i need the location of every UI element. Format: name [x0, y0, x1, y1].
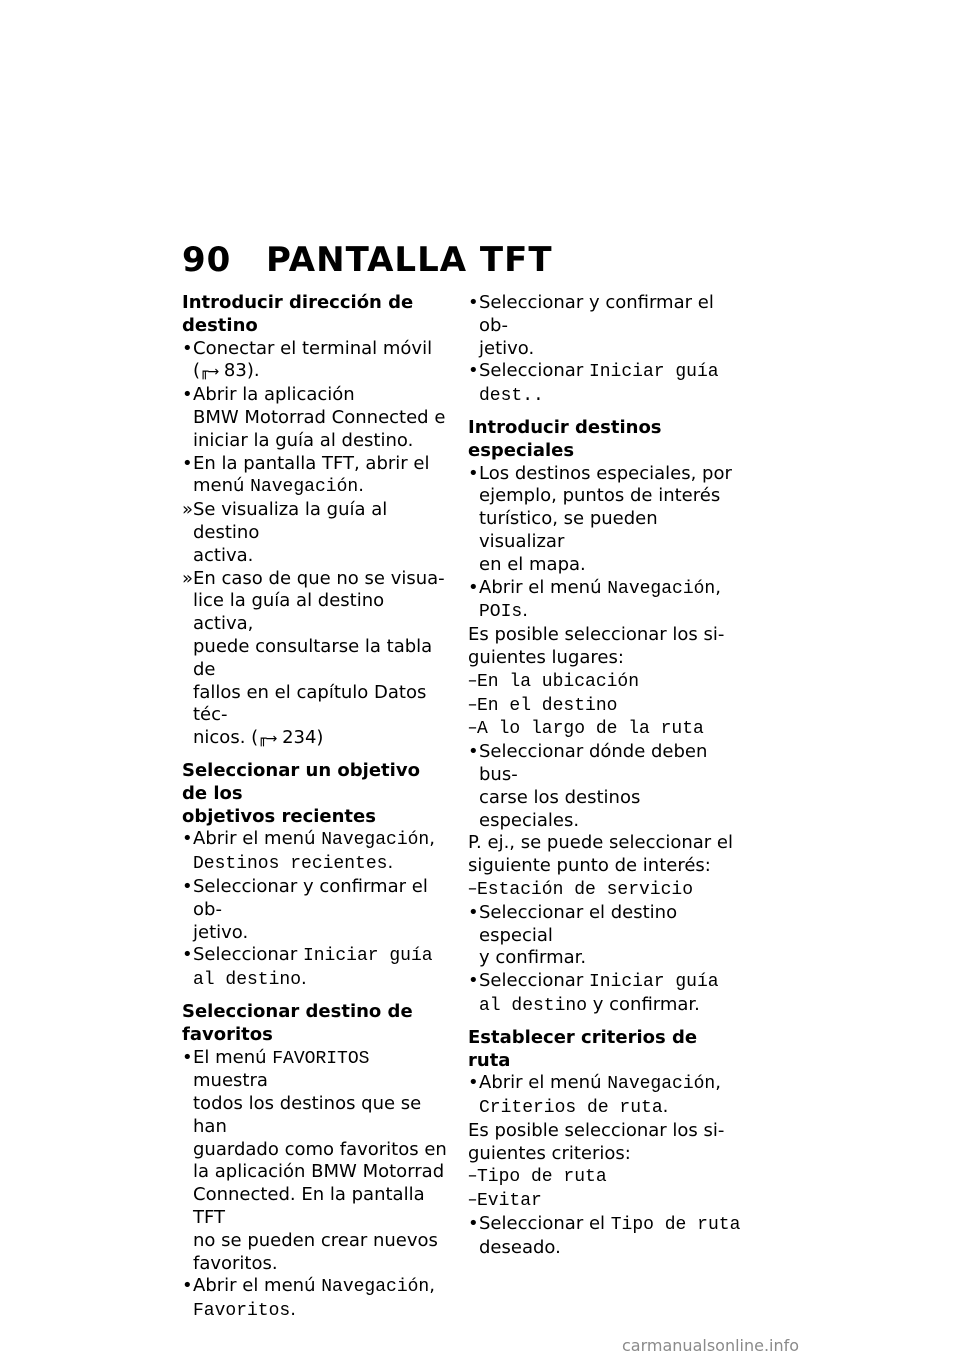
page-number: 90 [182, 240, 232, 280]
bullet-icon: • [182, 452, 193, 474]
list-item: • Seleccionar dónde deben bus- carse los destinos especiales. [468, 741, 708, 831]
dash-icon: – [468, 693, 477, 715]
section-objetivos-recientes [182, 760, 450, 992]
list-item: • Seleccionar Iniciar guía dest.. [468, 360, 719, 407]
section-heading: Establecer criterios de ruta [468, 1026, 698, 1071]
option-item: –En la ubicación [468, 669, 640, 692]
bullet-icon: • [468, 901, 479, 923]
section-favoritos [182, 1001, 450, 1323]
list-item: • Seleccionar Iniciar guía al destino. [182, 944, 433, 991]
list-item: • Seleccionar el destino especial y confirmar. [468, 901, 678, 969]
dash-icon: – [468, 669, 477, 691]
list-item: • Seleccionar Iniciar guía al destino y confirmar. [468, 970, 719, 1016]
section-heading: Seleccionar un objetivo de los objetivos recientes [182, 759, 420, 827]
bullet-icon: • [182, 875, 193, 897]
option-item: –A lo largo de la ruta [468, 717, 704, 740]
page-ref-arrow-icon: ╓→ [200, 364, 219, 381]
list-item: • Abrir el menú Navegación, POIs. [468, 576, 721, 623]
list-item: • Abrir el menú Navegación, Criterios de ruta. [468, 1072, 721, 1119]
list-item: • Los destinos especiales, por ejemplo, puntos de interés turístico, se pueden visualizar en el mapa. [468, 462, 732, 575]
paragraph: Es posible seleccionar los si- guientes lugares: [468, 624, 725, 668]
left-column [182, 292, 450, 1323]
option-item: –Tipo de ruta [468, 1165, 607, 1188]
section-heading: Introducir destinos especiales [468, 416, 662, 461]
list-item: • Abrir el menú Navegación, Favoritos. [182, 1275, 435, 1322]
bullet-icon: • [182, 1275, 193, 1297]
list-item: • Seleccionar y confirmar el ob- jetivo. [468, 292, 714, 359]
section-heading: Introducir dirección de destino [182, 292, 414, 336]
list-item: • Seleccionar el Tipo de ruta deseado. [468, 1213, 741, 1258]
bullet-icon: • [468, 970, 479, 992]
paragraph: P. ej., se puede seleccionar el siguiente punto de interés: [468, 832, 734, 877]
result-item: » Se visualiza la guía al destino activa. [182, 499, 388, 566]
result-item: » En caso de que no se visua- lice la guía al destino activa, puede consultarse la tabla de fallos en el capítulo Datos téc- nicos. (╓→ 234) [182, 567, 445, 749]
dash-icon: – [468, 1189, 477, 1211]
bullet-icon: • [468, 1213, 479, 1235]
section-heading: Seleccionar destino de favoritos [182, 1000, 413, 1045]
bullet-icon: • [182, 337, 193, 359]
bullet-icon: • [468, 462, 479, 484]
option-item: –Estación de servicio [468, 877, 694, 900]
dash-icon: – [468, 717, 477, 739]
bullet-icon: • [182, 1046, 193, 1068]
watermark: carmanualsonline.info [622, 1336, 800, 1355]
page-ref-arrow-icon: ╓→ [258, 731, 277, 748]
option-item: –En el destino [468, 693, 618, 716]
dash-icon: – [468, 1165, 477, 1187]
bullet-icon: • [468, 576, 479, 598]
section-introducir-direccion [182, 292, 450, 751]
bullet-icon: • [468, 292, 479, 313]
chapter-title: PANTALLA TFT [266, 240, 553, 280]
list-item: • Seleccionar y confirmar el ob- jetivo. [182, 875, 428, 943]
section-criterios-ruta [468, 1027, 744, 1260]
list-item: • En la pantalla TFT, abrir el menú Navegación. [182, 452, 430, 498]
result-arrow-icon: » [182, 567, 194, 589]
bullet-icon: • [468, 741, 479, 763]
list-item: • El menú FAVORITOS muestra todos los destinos que se han guardado como favoritos en la aplicación BMW Motorrad Connected. En la pantalla TFT no se pueden crear nuevos favoritos. [182, 1046, 447, 1274]
bullet-icon: • [182, 944, 193, 966]
list-item: • Abrir la aplicación BMW Motorrad Connected e iniciar la guía al destino. [182, 384, 446, 451]
right-column [468, 292, 744, 1260]
dash-icon: – [468, 877, 477, 899]
paragraph: Es posible seleccionar los si- guientes criterios: [468, 1119, 725, 1164]
option-item: –Evitar [468, 1189, 542, 1212]
list-item: • Conectar el terminal móvil (╓→ 83). [182, 337, 433, 382]
bullet-icon: • [182, 828, 193, 850]
section-destinos-especiales [468, 417, 744, 1018]
list-item: • Abrir el menú Navegación, Destinos recientes. [182, 828, 435, 875]
bullet-icon: • [468, 360, 479, 382]
bullet-icon: • [468, 1072, 479, 1094]
bullet-icon: • [182, 384, 193, 406]
result-arrow-icon: » [182, 499, 194, 521]
